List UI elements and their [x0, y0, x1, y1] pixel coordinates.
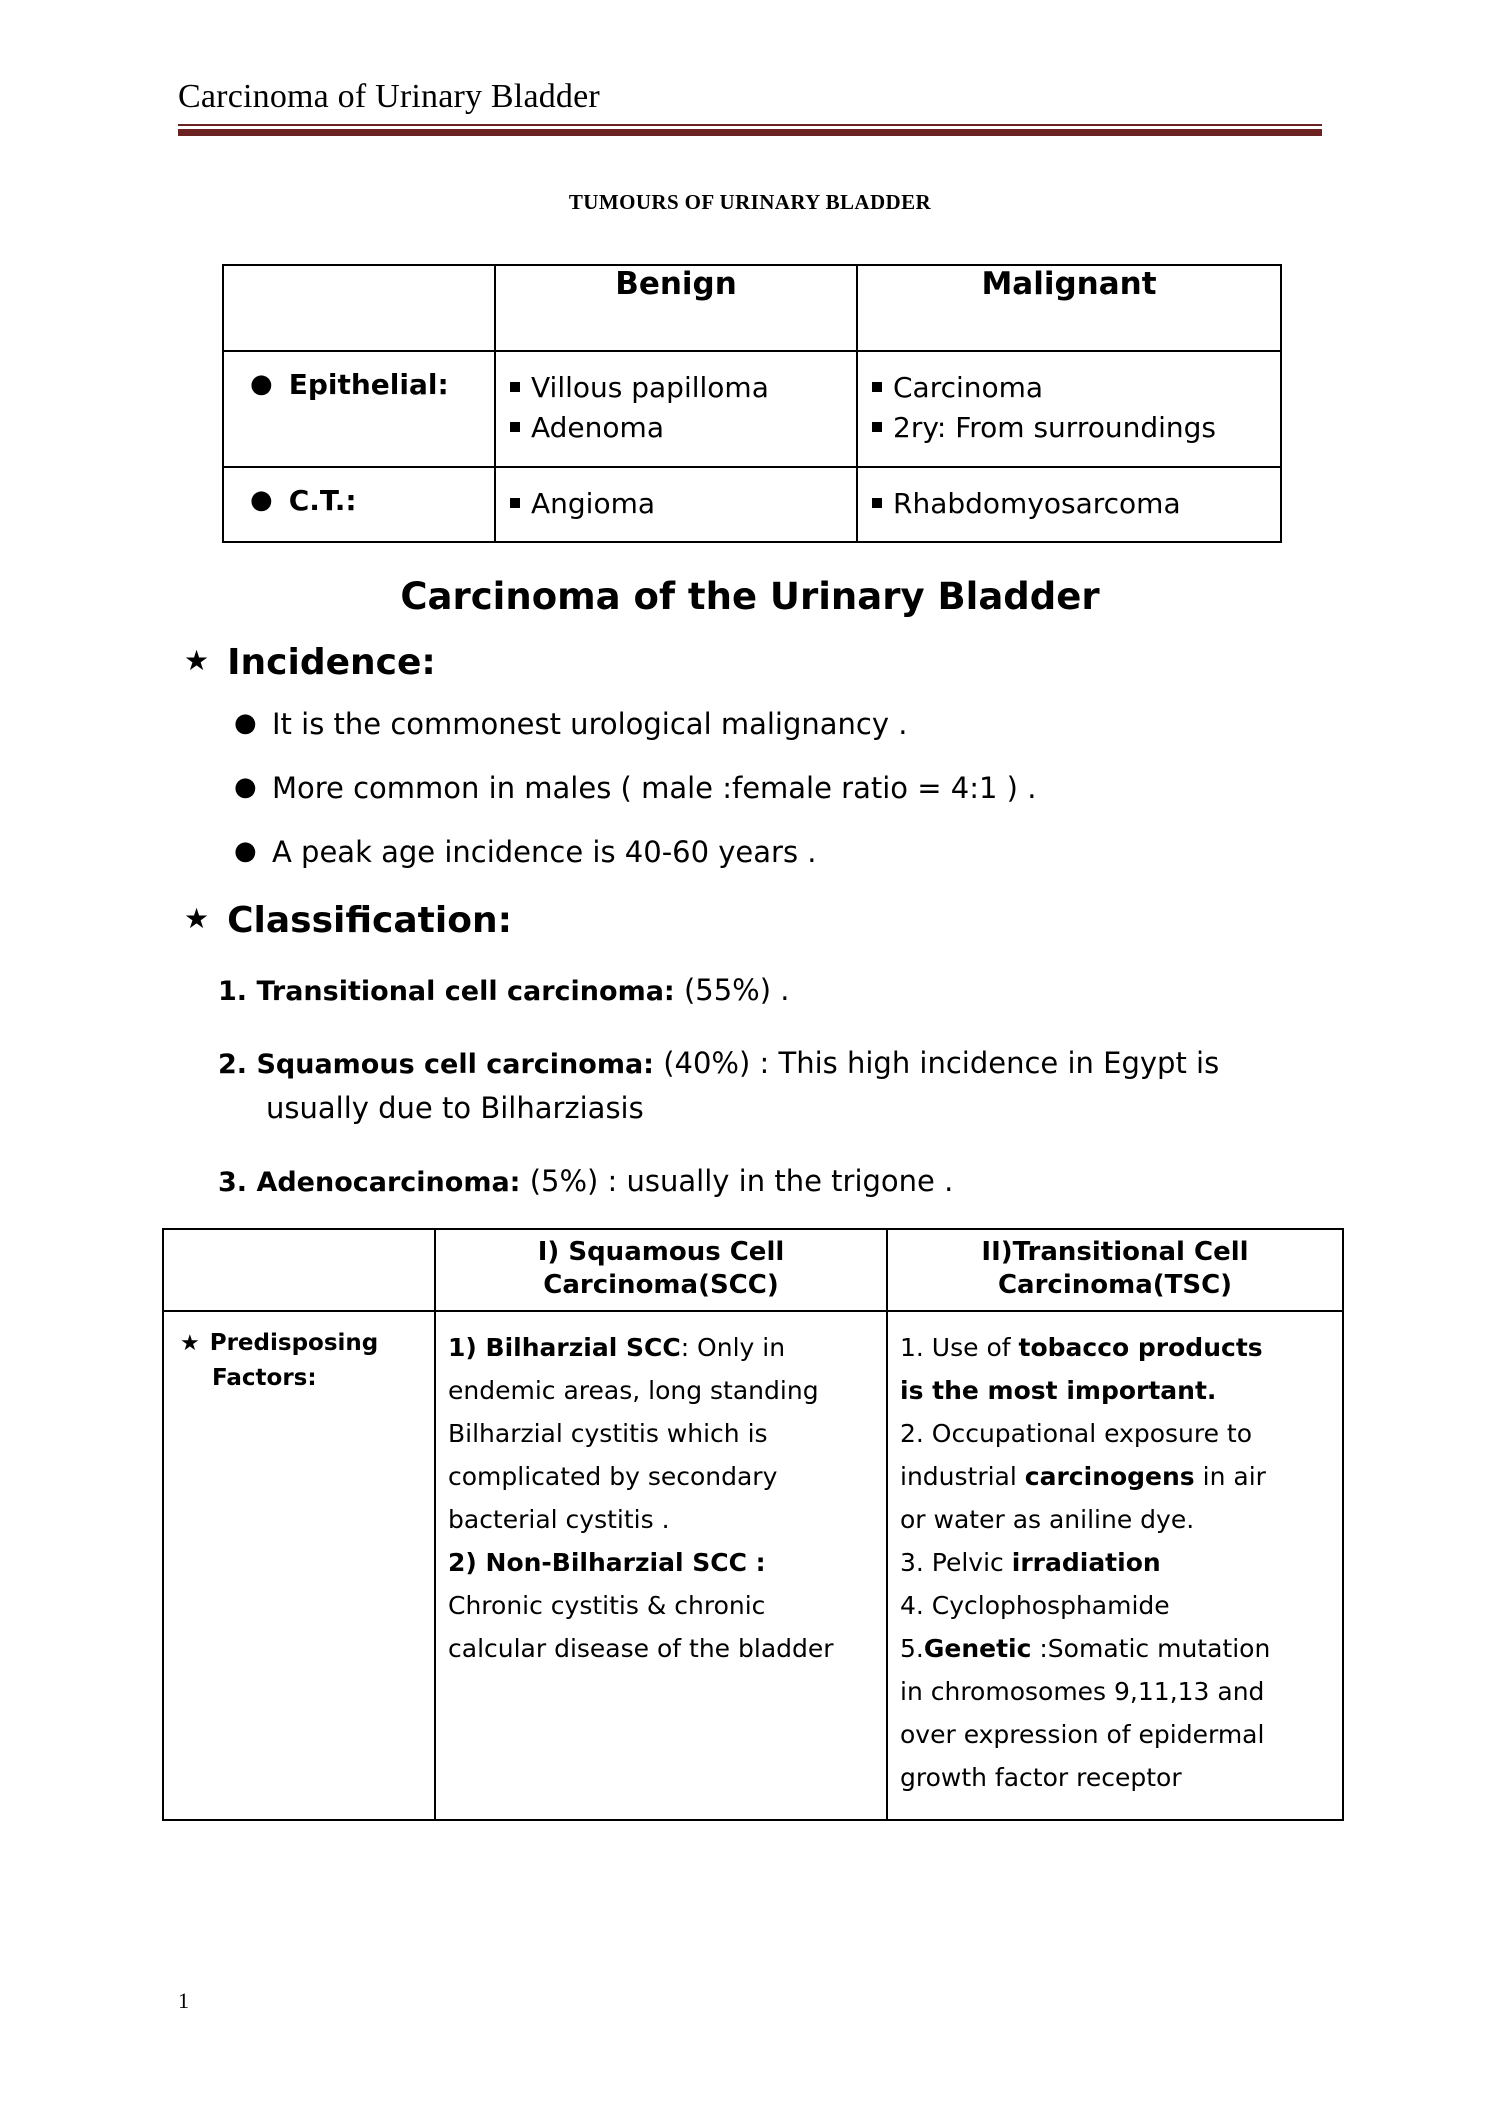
list-item	[900, 1498, 1330, 1541]
list-item	[900, 1412, 1330, 1455]
tumours-row1-malignant-cell	[857, 467, 1281, 543]
document-header	[178, 78, 1322, 136]
list-item	[448, 1455, 874, 1498]
list-item: Carcinoma	[872, 368, 1270, 408]
plain-text: 4. Cyclophosphamide	[900, 1591, 1170, 1620]
tumours-col0-header	[224, 266, 494, 350]
tumours-benign-header-cell	[495, 265, 857, 351]
tumours-col1-header: Benign	[615, 266, 737, 302]
tumours-caption: TUMOURS OF URINARY BLADDER	[568, 190, 932, 214]
emphasis-text: carcinogens	[1024, 1462, 1195, 1491]
tumours-row0-label-cell	[223, 351, 495, 467]
plain-text: over expression of epidermal	[900, 1720, 1265, 1749]
list-item: Angioma	[510, 484, 846, 524]
list-item: ● More common in males ( male :female ratio = 4:1 ) .	[228, 774, 1318, 803]
plain-text: endemic areas, long standing	[448, 1376, 819, 1405]
scc-factors-text	[436, 1312, 886, 1690]
comparison-corner-cell	[163, 1229, 435, 1311]
bullet-dot-icon: ●	[234, 708, 257, 738]
heading-incidence: ★ Incidence:	[184, 642, 436, 683]
plain-text: Chronic cystitis & chronic	[448, 1591, 766, 1620]
bullet-dot-icon: ●	[250, 484, 273, 515]
list-item	[448, 1369, 874, 1412]
comparison-col1-header-line1: I) Squamous Cell	[537, 1237, 785, 1267]
plain-text: industrial	[900, 1462, 1025, 1491]
emphasis-text: irradiation	[1011, 1548, 1161, 1577]
tumours-table	[222, 264, 1282, 543]
plain-text: 3. Pelvic	[900, 1548, 1012, 1577]
square-bullet-icon	[510, 422, 520, 432]
scc-factors-cell	[435, 1311, 887, 1820]
comparison-col0-header	[164, 1230, 434, 1310]
tumours-row1-label-cell	[223, 467, 495, 543]
tumours-table-corner-cell	[223, 265, 495, 351]
list-item: 2ry: From surroundings	[872, 408, 1270, 448]
list-item	[448, 1541, 874, 1584]
plain-text: Bilharzial cystitis which is	[448, 1419, 768, 1448]
predisposing-factors-label: ★ Predisposing Factors:	[180, 1330, 379, 1391]
list-item	[900, 1627, 1330, 1670]
list-item: 2. Squamous cell carcinoma: (40%) : This high incidence in Egypt is usually due to Bilharziasis	[218, 1045, 1220, 1125]
table-row	[223, 265, 1281, 351]
plain-text: bacterial cystitis .	[448, 1505, 670, 1534]
plain-text: growth factor receptor	[900, 1763, 1182, 1792]
list-item	[900, 1326, 1330, 1369]
table-row	[223, 351, 1281, 467]
comparison-col2-header-line2: Carcinoma(TSC)	[997, 1270, 1233, 1301]
star-bullet-icon: ★	[180, 1331, 200, 1356]
list-item	[448, 1498, 874, 1541]
header-title: Carcinoma of Urinary Bladder	[178, 78, 600, 115]
list-item	[900, 1670, 1330, 1713]
plain-text: : Only in	[680, 1333, 786, 1362]
tumours-col2-header: Malignant	[981, 266, 1157, 302]
tsc-factors-cell	[887, 1311, 1343, 1820]
plain-text: 2. Occupational exposure to	[900, 1419, 1253, 1448]
bullet-dot-icon: ●	[234, 836, 257, 866]
square-bullet-icon	[872, 422, 882, 432]
incidence-bullet-list	[228, 707, 1318, 902]
list-item	[448, 1326, 874, 1369]
comparison-col1-header-line2: Carcinoma(SCC)	[543, 1270, 779, 1301]
comparison-scc-header-cell	[435, 1229, 887, 1311]
emphasis-text: tobacco products	[1018, 1333, 1263, 1362]
bullet-dot-icon: ●	[250, 369, 273, 399]
tumours-row0-malignant-cell	[857, 351, 1281, 467]
square-bullet-icon	[872, 498, 882, 508]
list-item: Adenoma	[510, 408, 846, 448]
emphasis-text: 1) Bilharzial SCC	[448, 1333, 681, 1362]
plain-text: in chromosomes 9,11,13 and	[900, 1677, 1265, 1706]
page-number: 1	[178, 1988, 189, 2013]
table-row	[223, 467, 1281, 543]
emphasis-text: Genetic	[923, 1634, 1032, 1663]
tumours-row1-label: ● C.T.:	[250, 483, 357, 517]
list-item	[900, 1713, 1330, 1756]
table-row	[163, 1311, 1343, 1820]
plain-text: 1. Use of	[900, 1333, 1019, 1362]
list-item: Rhabdomyosarcoma	[872, 484, 1270, 524]
emphasis-text: 2) Non-Bilharzial SCC :	[448, 1548, 766, 1577]
tsc-factors-text	[888, 1312, 1342, 1819]
table-row	[163, 1229, 1343, 1311]
comparison-tsc-header-cell	[887, 1229, 1343, 1311]
plain-text: complicated by secondary	[448, 1462, 778, 1491]
tumours-row1-benign-cell	[495, 467, 857, 543]
bullet-dot-icon: ●	[234, 772, 257, 802]
list-item	[900, 1541, 1330, 1584]
list-item: ● A peak age incidence is 40-60 years .	[228, 838, 1318, 867]
list-item: Villous papilloma	[510, 368, 846, 408]
heading-classification: ★ Classification:	[184, 900, 512, 941]
tumours-malignant-header-cell	[857, 265, 1281, 351]
tumours-row0-label: ● Epithelial:	[250, 368, 449, 401]
list-item	[900, 1756, 1330, 1799]
list-item	[448, 1412, 874, 1455]
header-divider	[178, 124, 1322, 136]
plain-text: calcular disease of the bladder	[448, 1634, 834, 1663]
predisposing-factors-label-cell	[163, 1311, 435, 1820]
list-item	[900, 1584, 1330, 1627]
square-bullet-icon	[872, 382, 882, 392]
list-item	[900, 1369, 1330, 1412]
plain-text: in air	[1194, 1462, 1266, 1491]
square-bullet-icon	[510, 382, 520, 392]
star-bullet-icon: ★	[184, 902, 210, 935]
list-item	[900, 1455, 1330, 1498]
page-title: Carcinoma of the Urinary Bladder	[400, 575, 1100, 618]
comparison-table	[162, 1228, 1344, 1821]
list-item: 3. Adenocarcinoma: (5%) : usually in the trigone .	[218, 1163, 954, 1198]
classification-list	[218, 968, 1320, 1232]
star-bullet-icon: ★	[184, 644, 210, 677]
list-item	[448, 1627, 874, 1670]
list-item: 1. Transitional cell carcinoma: (55%) .	[218, 973, 790, 1007]
plain-text: :Somatic mutation	[1031, 1634, 1271, 1663]
plain-text: or water as aniline dye.	[900, 1505, 1195, 1534]
plain-text: 5.	[900, 1634, 924, 1663]
square-bullet-icon	[510, 498, 520, 508]
tumours-row0-benign-cell	[495, 351, 857, 467]
list-item	[448, 1584, 874, 1627]
list-item: ● It is the commonest urological malignancy .	[228, 710, 1318, 739]
comparison-col2-header-line1: II)Transitional Cell	[981, 1237, 1249, 1267]
emphasis-text: is the most important.	[900, 1376, 1217, 1405]
